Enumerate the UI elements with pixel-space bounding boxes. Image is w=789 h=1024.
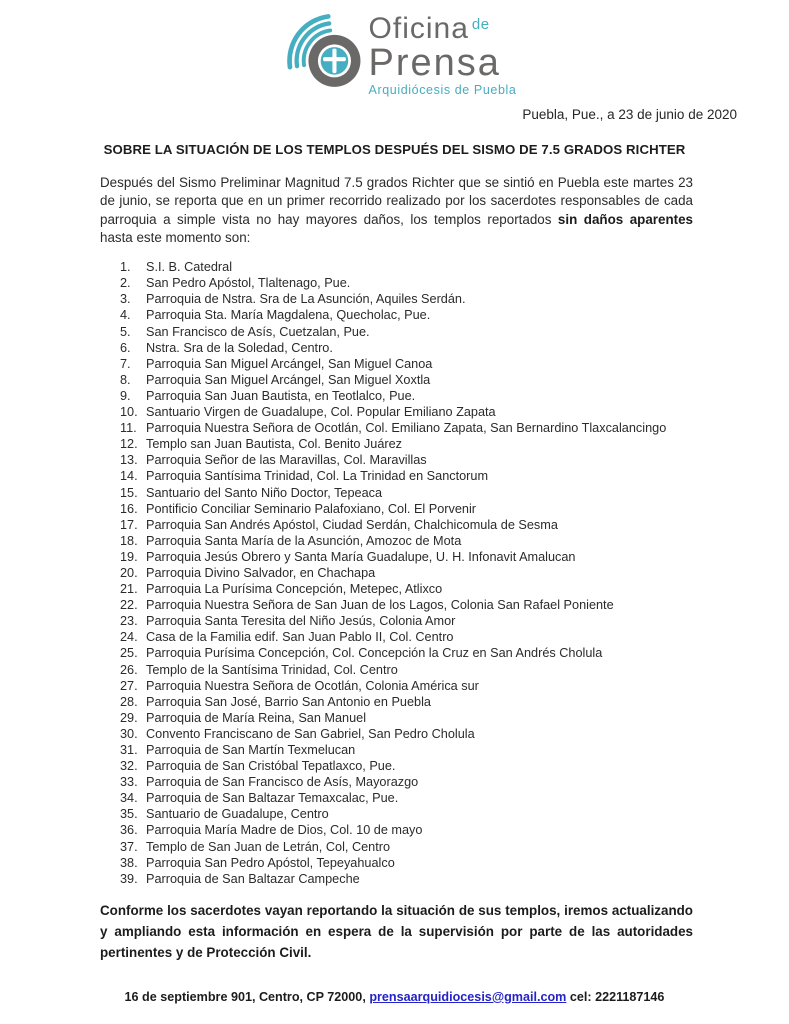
temple-item-name: Santuario de Guadalupe, Centro: [146, 807, 329, 822]
temple-item-number: 27.: [120, 678, 138, 693]
temple-list-item: [120, 806, 693, 822]
temple-item-number: 4.: [120, 308, 131, 323]
temple-item-number: 32.: [120, 759, 138, 774]
temple-item-number: 29.: [120, 710, 138, 725]
temple-list-item: [120, 726, 693, 742]
temple-item-number: 30.: [120, 726, 138, 741]
cross-circle-icon: [308, 35, 360, 87]
temple-list-item: [120, 356, 693, 372]
intro-text-before: Después del Sismo Preliminar Magnitud 7.5 grados Richter que se sintió en Puebla este martes 23 de junio, se reporta que en un primer recorrido realizado por los sacerdotes responsables de cada parroquia a simple vista no hay mayores daños, los templos reportados: [100, 175, 693, 227]
temple-item-number: 8.: [120, 372, 131, 387]
temple-item-name: Parroquia María Madre de Dios, Col. 10 de mayo: [146, 823, 423, 838]
temple-item-number: 25.: [120, 646, 138, 661]
temple-list-item: [120, 388, 693, 404]
press-logo-icon: [273, 5, 377, 101]
footer-address: 16 de septiembre 901, Centro, CP 72000,: [124, 989, 370, 1004]
temple-item-name: S.I. B. Catedral: [146, 260, 233, 275]
temple-item-number: 1.: [120, 260, 131, 275]
temple-list-item: [120, 501, 693, 517]
temple-item-name: Parroquia de San Baltazar Temaxcalac, Pue.: [146, 791, 399, 806]
temple-list-item: [120, 645, 693, 661]
temple-item-number: 17.: [120, 517, 138, 532]
temple-item-number: 11.: [120, 421, 137, 436]
temple-item-name: Parroquia Purísima Concepción, Col. Concepción la Cruz en San Andrés Cholula: [146, 646, 603, 661]
temple-list-item: [120, 291, 693, 307]
temple-item-number: 19.: [120, 549, 138, 564]
temple-item-name: Parroquia Jesús Obrero y Santa María Guadalupe, U. H. Infonavit Amalucan: [146, 549, 576, 564]
email-link[interactable]: prensaarquidiocesis@gmail.com: [369, 989, 567, 1004]
temple-list-item: [120, 597, 693, 613]
temple-item-number: 2.: [120, 276, 131, 291]
temple-item-name: Parroquia San Miguel Arcángel, San Miguel Canoa: [146, 356, 433, 371]
footer-phone: cel: 2221187146: [566, 989, 665, 1004]
temple-list-item: [120, 307, 693, 323]
temple-list-item: [120, 372, 693, 388]
temple-list-item: [120, 694, 693, 710]
temple-list-item: [120, 790, 693, 806]
temple-item-name: Parroquia de María Reina, San Manuel: [146, 710, 367, 725]
temple-list-item: [120, 822, 693, 838]
temple-list-item: [120, 710, 693, 726]
temple-item-name: Pontificio Conciliar Seminario Palafoxiano, Col. El Porvenir: [146, 501, 477, 516]
temple-list-item: [120, 613, 693, 629]
temple-item-number: 14.: [120, 469, 138, 484]
temple-item-name: Santuario Virgen de Guadalupe, Col. Popular Emiliano Zapata: [146, 405, 496, 420]
temple-list-item: [120, 533, 693, 549]
intro-text-bold: sin daños aparentes: [557, 211, 693, 227]
temple-item-number: 7.: [120, 356, 131, 371]
temple-item-name: Parroquia Nuestra Señora de Ocotlán, Col. Emiliano Zapata, San Bernardino Tlaxcalancingo: [146, 421, 667, 436]
temple-list-item: [120, 855, 693, 871]
temple-item-name: Parroquia de San Cristóbal Tepatlaxco, Pue.: [146, 759, 396, 774]
temple-item-number: 12.: [120, 437, 138, 452]
temple-item-number: 22.: [120, 598, 138, 613]
temple-item-name: Parroquia de San Francisco de Asís, Mayorazgo: [146, 775, 419, 790]
temple-list-item: [120, 517, 693, 533]
temple-list-item: [120, 662, 693, 678]
temple-list-item: [120, 629, 693, 645]
temple-item-number: 21.: [120, 582, 138, 597]
temple-list-item: [120, 275, 693, 291]
temple-item-name: San Francisco de Asís, Cuetzalan, Pue.: [146, 324, 370, 339]
temple-item-number: 38.: [120, 855, 138, 870]
temple-item-number: 18.: [120, 533, 138, 548]
temple-item-number: 23.: [120, 614, 138, 629]
temple-list-item: [120, 404, 693, 420]
temple-item-number: 3.: [120, 292, 131, 307]
temple-item-number: 26.: [120, 662, 138, 677]
temple-item-name: Parroquia San Andrés Apóstol, Ciudad Serdán, Chalchicomula de Sesma: [146, 517, 558, 532]
temple-item-name: Convento Franciscano de San Gabriel, San Pedro Cholula: [146, 726, 475, 741]
temple-item-name: San Pedro Apóstol, Tlaltenago, Pue.: [146, 276, 351, 291]
temple-list-item: [120, 678, 693, 694]
temple-item-number: 9.: [120, 388, 131, 403]
temple-list: [120, 259, 693, 887]
temple-item-name: Parroquia La Purísima Concepción, Metepec, Atlixco: [146, 582, 443, 597]
closing-paragraph: Conforme los sacerdotes vayan reportando la situación de sus templos, iremos actualizando y ampliando esta información en espera de la supervisión por parte de las autoridades pertinentes y de Protección Civil.: [100, 902, 693, 961]
temple-item-number: 33.: [120, 775, 138, 790]
temple-list-item: [120, 485, 693, 501]
temple-list-item: [120, 452, 693, 468]
temple-item-name: Parroquia San Miguel Arcángel, San Miguel Xoxtla: [146, 372, 431, 387]
temple-list-item: [120, 340, 693, 356]
temple-item-name: Nstra. Sra de la Soledad, Centro.: [146, 340, 333, 355]
temple-list-item: [120, 581, 693, 597]
temple-item-name: Templo san Juan Bautista, Col. Benito Juárez: [146, 437, 403, 452]
document-title: SOBRE LA SITUACIÓN DE LOS TEMPLOS DESPUÉS DEL SISMO DE 7.5 GRADOS RICHTER: [103, 142, 686, 157]
press-office-logo: [0, 0, 789, 103]
temple-item-number: 16.: [120, 501, 138, 516]
temple-item-name: Parroquia San Juan Bautista, en Teotlalco, Pue.: [146, 388, 416, 403]
temple-list-item: [120, 839, 693, 855]
temple-item-name: Templo de la Santísima Trinidad, Col. Centro: [146, 662, 398, 677]
temple-list-item: [120, 774, 693, 790]
temple-list-item: [120, 871, 693, 887]
temple-item-name: Parroquia Santa Teresita del Niño Jesús, Colonia Amor: [146, 614, 456, 629]
temple-item-number: 6.: [120, 340, 131, 355]
temple-item-number: 34.: [120, 791, 138, 806]
logo-word-de: de: [471, 16, 490, 33]
temple-list-item: [120, 742, 693, 758]
temple-item-number: 15.: [120, 485, 138, 500]
temple-item-name: Parroquia San Pedro Apóstol, Tepeyahualco: [146, 855, 395, 870]
temple-list-item: [120, 549, 693, 565]
temple-list-item: [120, 420, 693, 436]
temple-item-number: 20.: [120, 565, 138, 580]
temple-item-number: 37.: [120, 839, 138, 854]
temple-item-name: Santuario del Santo Niño Doctor, Tepeaca: [146, 485, 383, 500]
temple-item-number: 13.: [120, 453, 138, 468]
footer-contact: [0, 990, 789, 1004]
logo-word-oficina: Oficina: [368, 12, 469, 45]
logo-subtitle: Arquidiócesis de Puebla: [368, 83, 517, 98]
temple-item-name: Casa de la Familia edif. San Juan Pablo II, Col. Centro: [146, 630, 454, 645]
temple-item-name: Parroquia San José, Barrio San Antonio en Puebla: [146, 694, 431, 709]
intro-text-after: hasta este momento son:: [100, 229, 251, 245]
logo-word-prensa: Prensa: [368, 42, 501, 84]
temple-item-name: Parroquia Divino Salvador, en Chachapa: [146, 565, 376, 580]
temple-item-number: 36.: [120, 823, 138, 838]
temple-item-number: 5.: [120, 324, 131, 339]
temple-item-number: 10.: [120, 405, 138, 420]
temple-list-item: [120, 436, 693, 452]
temple-item-number: 28.: [120, 694, 138, 709]
temple-item-number: 39.: [120, 871, 138, 886]
temple-list-item: [120, 259, 693, 275]
temple-item-number: 24.: [120, 630, 138, 645]
temple-item-number: 35.: [120, 807, 138, 822]
temple-item-name: Templo de San Juan de Letrán, Col, Centro: [146, 839, 391, 854]
intro-paragraph: [100, 174, 693, 247]
temple-item-name: Parroquia Nuestra Señora de San Juan de los Lagos, Colonia San Rafael Poniente: [146, 598, 614, 613]
temple-item-name: Parroquia Santísima Trinidad, Col. La Trinidad en Sanctorum: [146, 469, 489, 484]
temple-item-name: Parroquia Santa María de la Asunción, Amozoc de Mota: [146, 533, 462, 548]
temple-item-name: Parroquia Nuestra Señora de Ocotlán, Colonia América sur: [146, 678, 479, 693]
logo-wordmark: [369, 5, 517, 97]
temple-item-name: Parroquia Sta. María Magdalena, Quecholac, Pue.: [146, 308, 431, 323]
temple-item-name: Parroquia de San Baltazar Campeche: [146, 871, 360, 886]
temple-item-name: Parroquia de Nstra. Sra de La Asunción, Aquiles Serdán.: [146, 292, 466, 307]
temple-item-name: Parroquia de San Martín Texmelucan: [146, 743, 356, 757]
temple-item-name: Parroquia Señor de las Maravillas, Col. Maravillas: [146, 453, 427, 468]
dateline: Puebla, Pue., a 23 de junio de 2020: [522, 107, 737, 122]
temple-list-item: [120, 468, 693, 484]
temple-list-item: [120, 758, 693, 774]
temple-item-number: 31.: [120, 743, 138, 757]
temple-list-item: [120, 324, 693, 340]
temple-list-item: [120, 565, 693, 581]
